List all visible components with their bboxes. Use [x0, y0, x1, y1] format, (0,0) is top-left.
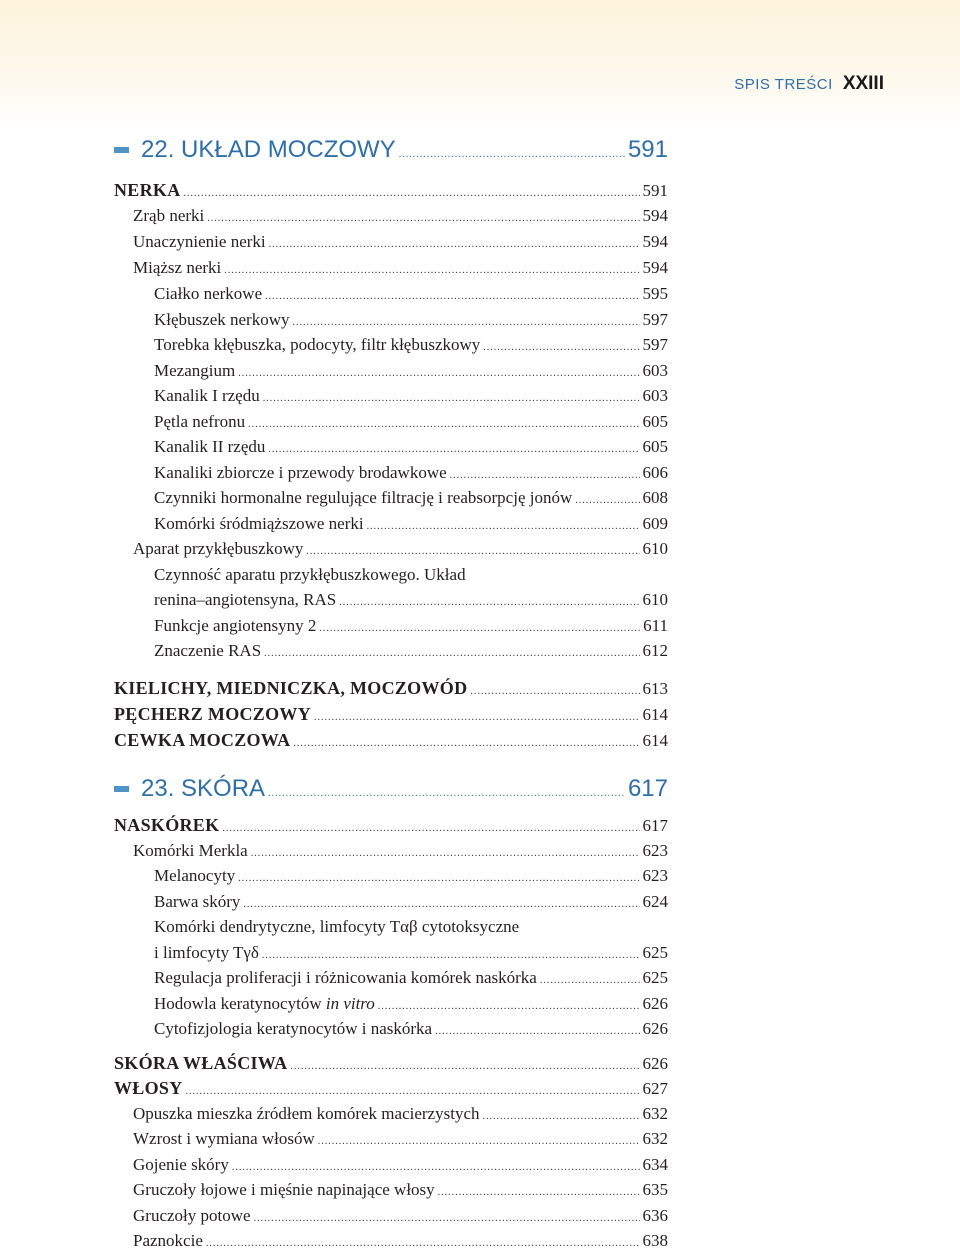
- toc-entry[interactable]: [133, 1206, 668, 1226]
- entry-title: Wzrost i wymiana włosów: [133, 1129, 315, 1148]
- entry-title: Znaczenie RAS: [154, 641, 262, 660]
- dot-leader: [224, 265, 639, 276]
- entry-title: CEWKA MOCZOWA: [114, 730, 291, 750]
- toc-entry[interactable]: [114, 730, 668, 751]
- toc-entry[interactable]: [154, 386, 668, 406]
- entry-title: Unaczynienie nerki: [133, 232, 266, 251]
- entry-title: Barwa skóry: [154, 892, 241, 911]
- chapter-heading[interactable]: [114, 775, 668, 803]
- entry-page: 597: [642, 335, 668, 354]
- entry-page: 623: [642, 866, 668, 885]
- dot-leader: [264, 648, 639, 659]
- dot-leader: [263, 393, 640, 404]
- dot-leader: [222, 823, 639, 834]
- toc-entry[interactable]: [133, 1231, 668, 1251]
- dot-leader: [238, 368, 639, 379]
- entry-title: Kłębuszek nerkowy: [154, 310, 290, 329]
- toc-entry[interactable]: [133, 1180, 668, 1200]
- toc-entry[interactable]: [154, 590, 668, 610]
- dot-leader: [254, 1213, 640, 1224]
- entry-title: Komórki dendrytyczne, limfocyty Tαβ cytotoksyczne: [154, 917, 520, 936]
- toc-entry[interactable]: [133, 258, 668, 278]
- toc-entry[interactable]: [154, 641, 668, 661]
- toc-entry-first-line[interactable]: [154, 565, 668, 585]
- dot-leader: [378, 1001, 640, 1012]
- entry-page: 609: [642, 514, 668, 533]
- entry-page: 635: [642, 1180, 668, 1199]
- toc-entry[interactable]: [133, 1104, 668, 1124]
- running-head-label: SPIS TREŚCI: [734, 76, 833, 93]
- entry-title: Pętla nefronu: [154, 412, 246, 431]
- toc-entry[interactable]: [114, 704, 668, 725]
- toc-entry[interactable]: [154, 866, 668, 886]
- toc-entry[interactable]: [154, 994, 668, 1014]
- dot-leader: [290, 1061, 639, 1072]
- entry-page: 614: [642, 705, 668, 724]
- dot-leader: [269, 239, 640, 250]
- toc-entry[interactable]: [114, 1078, 668, 1099]
- toc-entry[interactable]: [154, 968, 668, 988]
- toc-entry[interactable]: [133, 232, 668, 252]
- toc-entry[interactable]: [133, 1155, 668, 1175]
- entry-title: Gojenie skóry: [133, 1155, 229, 1174]
- chapter-page: 591: [627, 136, 668, 163]
- toc-entry[interactable]: [154, 1019, 668, 1039]
- entry-page: 595: [642, 284, 668, 303]
- entry-title: Aparat przykłębuszkowy: [133, 539, 304, 558]
- toc-entry[interactable]: [114, 1053, 668, 1074]
- entry-page: 605: [642, 412, 668, 431]
- entry-title: KIELICHY, MIEDNICZKA, MOCZOWÓD: [114, 678, 468, 698]
- entry-page: 610: [642, 590, 668, 609]
- chapter-marker-icon: [114, 147, 129, 153]
- chapter-marker-icon: [114, 786, 129, 792]
- entry-title: Mezangium: [154, 361, 236, 380]
- dot-leader: [435, 1026, 639, 1037]
- entry-title: Ciałko nerkowe: [154, 284, 263, 303]
- entry-title-main: Hodowla keratynocytów: [154, 994, 322, 1013]
- entry-page: 605: [642, 437, 668, 456]
- entry-title: PĘCHERZ MOCZOWY: [114, 704, 312, 724]
- dot-leader: [483, 342, 639, 353]
- entry-page: 632: [642, 1129, 668, 1148]
- toc-entry[interactable]: [154, 412, 668, 432]
- chapter-title: 22. UKŁAD MOCZOWY: [141, 136, 396, 163]
- entry-title: Komórki Merkla: [133, 841, 248, 860]
- toc-entry[interactable]: [154, 514, 668, 534]
- entry-page: 626: [642, 994, 668, 1013]
- entry-title: NERKA: [114, 180, 181, 200]
- chapter-page: 617: [627, 775, 668, 802]
- toc-entry[interactable]: [154, 437, 668, 457]
- dot-leader: [399, 149, 625, 160]
- entry-page: 625: [642, 943, 668, 962]
- entry-title: Kanalik II rzędu: [154, 437, 266, 456]
- entry-page: 626: [642, 1019, 668, 1038]
- toc-entry[interactable]: [133, 539, 668, 559]
- entry-title: Kanalik I rzędu: [154, 386, 260, 405]
- entry-title: Regulacja proliferacji i różnicowania komórek naskórka: [154, 968, 537, 987]
- entry-page: 603: [642, 361, 668, 380]
- dot-leader: [248, 419, 639, 430]
- dot-leader: [293, 738, 639, 749]
- entry-title: Gruczoły łojowe i mięśnie napinające włosy: [133, 1180, 435, 1199]
- dot-leader: [306, 546, 639, 557]
- entry-title: Kanaliki zbiorcze i przewody brodawkowe: [154, 463, 447, 482]
- dot-leader: [262, 950, 640, 961]
- toc-entry[interactable]: [133, 206, 668, 226]
- dot-leader: [367, 521, 640, 532]
- toc-entry-first-line[interactable]: [154, 917, 668, 937]
- dot-leader: [293, 317, 640, 328]
- entry-title: Cytofizjologia keratynocytów i naskórka: [154, 1019, 433, 1038]
- entry-page: 617: [642, 816, 668, 835]
- entry-page: 626: [642, 1054, 668, 1073]
- dot-leader: [268, 444, 639, 455]
- entry-page: 624: [642, 892, 668, 911]
- entry-page: 627: [642, 1079, 668, 1098]
- entry-title: Zrąb nerki: [133, 206, 205, 225]
- toc-entry[interactable]: [114, 180, 668, 201]
- entry-title: Melanocyty: [154, 866, 236, 885]
- toc-entry[interactable]: [154, 361, 668, 381]
- entry-page: 638: [642, 1231, 668, 1250]
- toc-entry[interactable]: [154, 463, 668, 483]
- dot-leader: [318, 1136, 640, 1147]
- entry-title: Torebka kłębuszka, podocyty, filtr kłębuszkowy: [154, 335, 481, 354]
- entry-page: 611: [643, 616, 668, 635]
- toc-entry[interactable]: [154, 488, 668, 508]
- dot-leader: [575, 495, 639, 506]
- dot-leader: [339, 597, 639, 608]
- dot-leader: [184, 188, 640, 199]
- entry-page: 594: [642, 206, 668, 225]
- dot-leader: [268, 788, 625, 799]
- toc-entry[interactable]: [154, 943, 668, 963]
- entry-page: 603: [642, 386, 668, 405]
- toc-entry[interactable]: [154, 892, 668, 912]
- dot-leader: [207, 213, 639, 224]
- running-head-page-number: XXIII: [842, 73, 884, 94]
- entry-title-italic: in vitro: [325, 994, 375, 1013]
- entry-page: 597: [642, 310, 668, 329]
- dot-leader: [319, 623, 640, 634]
- dot-leader: [238, 873, 639, 884]
- toc-entry[interactable]: [114, 815, 668, 836]
- entry-page: 591: [642, 181, 668, 200]
- entry-page: 610: [642, 539, 668, 558]
- entry-title: Paznokcie: [133, 1231, 203, 1250]
- entry-title: Gruczoły potowe: [133, 1206, 251, 1225]
- entry-page: 612: [642, 641, 668, 660]
- entry-page: 594: [642, 232, 668, 251]
- toc-entry[interactable]: [114, 678, 668, 699]
- toc-entry[interactable]: [133, 1129, 668, 1149]
- dot-leader: [243, 899, 639, 910]
- chapter-heading[interactable]: [114, 136, 668, 164]
- entry-page: 594: [642, 258, 668, 277]
- entry-title: i limfocyty Tγδ: [154, 943, 259, 962]
- toc-entry[interactable]: [154, 616, 668, 636]
- dot-leader: [314, 712, 639, 723]
- dot-leader: [186, 1086, 640, 1097]
- entry-title: NASKÓREK: [114, 815, 220, 835]
- dot-leader: [265, 291, 639, 302]
- entry-page: 634: [642, 1155, 668, 1174]
- dot-leader: [540, 975, 640, 986]
- toc-entry[interactable]: [154, 310, 668, 330]
- dot-leader: [232, 1162, 640, 1173]
- entry-title: SKÓRA WŁAŚCIWA: [114, 1053, 288, 1073]
- chapter-title: 23. SKÓRA: [141, 775, 266, 802]
- entry-page: 613: [642, 679, 668, 698]
- entry-title: Czynność aparatu przykłębuszkowego. Układ: [154, 565, 466, 584]
- dot-leader: [251, 848, 640, 859]
- entry-page: 623: [642, 841, 668, 860]
- toc-entry[interactable]: [154, 335, 668, 355]
- entry-title: WŁOSY: [114, 1078, 183, 1098]
- entry-page: 606: [642, 463, 668, 482]
- entry-title: renina–angiotensyna, RAS: [154, 590, 337, 609]
- entry-page: 608: [642, 488, 668, 507]
- entry-title: Miąższ nerki: [133, 258, 222, 277]
- entry-title: Funkcje angiotensyny 2: [154, 616, 317, 635]
- toc-entry[interactable]: [133, 841, 668, 861]
- entry-title: Czynniki hormonalne regulujące filtrację i reabsorpcję jonów: [154, 488, 573, 507]
- dot-leader: [470, 686, 639, 697]
- dot-leader: [450, 470, 640, 481]
- dot-leader: [482, 1111, 639, 1122]
- toc-entry[interactable]: [154, 284, 668, 304]
- entry-page: 625: [642, 968, 668, 987]
- entry-page: 632: [642, 1104, 668, 1123]
- dot-leader: [438, 1187, 640, 1198]
- dot-leader: [206, 1238, 640, 1249]
- entry-title: Komórki śródmiąższowe nerki: [154, 514, 364, 533]
- entry-title: [154, 994, 375, 1014]
- entry-page: 614: [642, 731, 668, 750]
- entry-page: 636: [642, 1206, 668, 1225]
- entry-title: Opuszka mieszka źródłem komórek macierzystych: [133, 1104, 480, 1123]
